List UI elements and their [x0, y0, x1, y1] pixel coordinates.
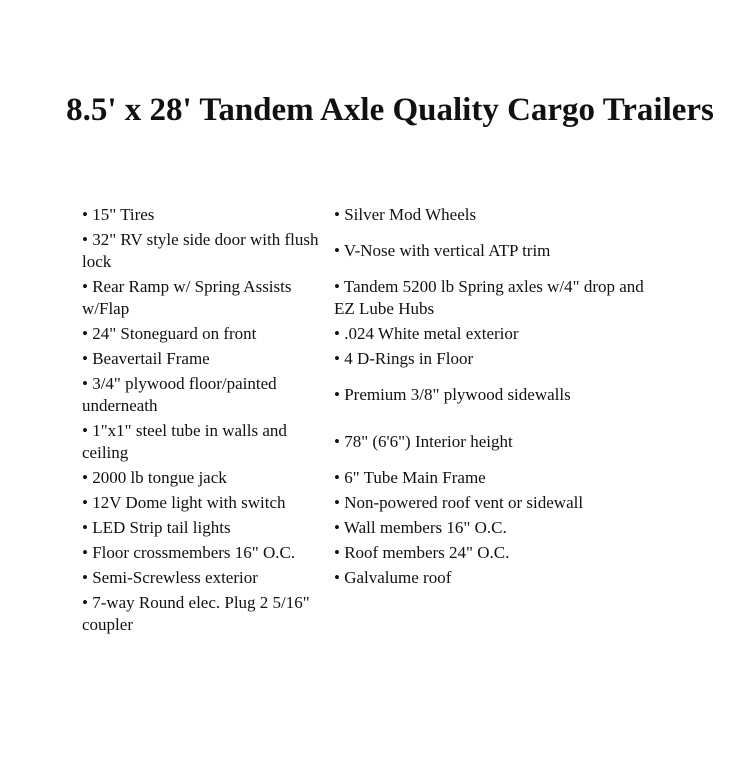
feature-item-right: • Premium 3/8" plywood sidewalls [334, 385, 571, 404]
feature-item-right: • Silver Mod Wheels [334, 205, 477, 224]
feature-row [82, 419, 662, 466]
feature-item-right: • 78" (6'6") Interior height [334, 432, 513, 451]
feature-item-right: • Wall members 16" O.C. [334, 518, 507, 537]
feature-item-right: • 6" Tube Main Frame [334, 468, 486, 487]
feature-table [82, 203, 662, 638]
feature-item-right: • Tandem 5200 lb Spring axles w/4" drop and EZ Lube Hubs [334, 277, 644, 318]
feature-item-left: • 12V Dome light with switch [82, 493, 286, 512]
feature-item-left: • LED Strip tail lights [82, 518, 231, 537]
feature-item-right: • .024 White metal exterior [334, 324, 519, 343]
feature-row [82, 491, 662, 516]
feature-item-left: • Beavertail Frame [82, 349, 210, 368]
feature-item-left: • Semi-Screwless exterior [82, 568, 258, 587]
feature-row [82, 591, 662, 638]
feature-row [82, 228, 662, 275]
feature-item-left: • 7-way Round elec. Plug 2 5/16" coupler [82, 593, 310, 634]
feature-item-left: • Floor crossmembers 16" O.C. [82, 543, 296, 562]
feature-item-left: • 24" Stoneguard on front [82, 324, 257, 343]
feature-row [82, 275, 662, 322]
feature-item-right: • Galvalume roof [334, 568, 452, 587]
feature-item-left: • 1"x1" steel tube in walls and ceiling [82, 421, 287, 462]
feature-row [82, 566, 662, 591]
feature-row [82, 516, 662, 541]
feature-item-right: • V-Nose with vertical ATP trim [334, 241, 551, 260]
feature-row [82, 541, 662, 566]
feature-item-right: • Non-powered roof vent or sidewall [334, 493, 584, 512]
feature-row [82, 203, 662, 228]
feature-item-left: • 32" RV style side door with flush lock [82, 230, 319, 271]
feature-row [82, 372, 662, 419]
feature-item-left: • 15" Tires [82, 205, 155, 224]
feature-item-left: • 3/4" plywood floor/painted underneath [82, 374, 277, 415]
page-title: 8.5' x 28' Tandem Axle Quality Cargo Trailers [66, 92, 714, 128]
feature-item-right [334, 591, 662, 638]
feature-item-left: • Rear Ramp w/ Spring Assists w/Flap [82, 277, 292, 318]
feature-row [82, 466, 662, 491]
feature-row [82, 347, 662, 372]
feature-item-right: • Roof members 24" O.C. [334, 543, 510, 562]
feature-item-left: • 2000 lb tongue jack [82, 468, 227, 487]
feature-item-right: • 4 D-Rings in Floor [334, 349, 474, 368]
feature-row [82, 322, 662, 347]
